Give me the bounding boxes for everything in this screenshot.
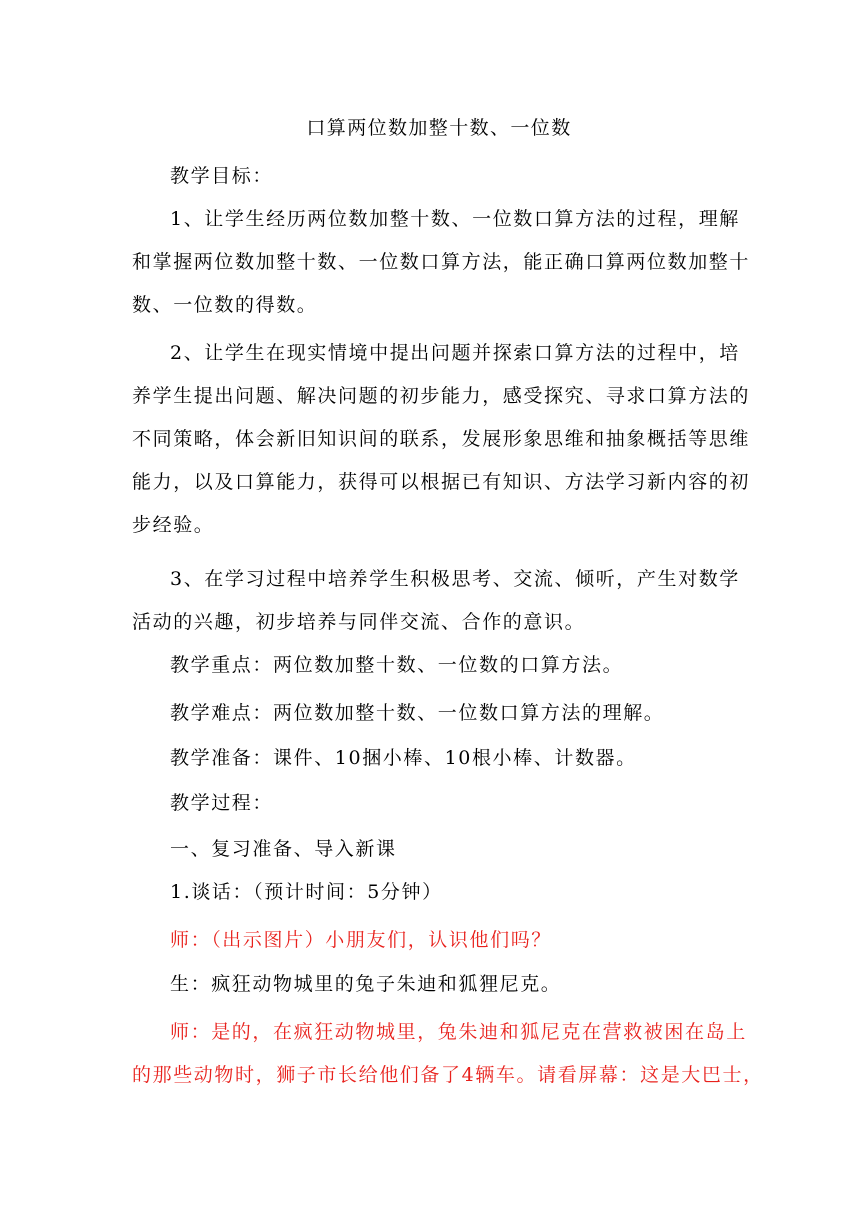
process-heading: 教学过程： [170, 792, 274, 814]
objective-1-line-1: 1、让学生经历两位数加整十数、一位数口算方法的过程，理解 [170, 208, 740, 230]
step-1: 1.谈话：（预计时间：5分钟） [170, 881, 443, 903]
section-1-heading: 一、复习准备、导入新课 [170, 838, 397, 860]
objective-1-line-3: 数、一位数的得数。 [132, 294, 318, 316]
objective-2-line-1: 2、让学生在现实情境中提出问题并探索口算方法的过程中，培 [170, 342, 740, 364]
objective-2-line-2: 养学生提出问题、解决问题的初步能力，感受探究、寻求口算方法的 [132, 385, 751, 407]
preparation: 教学准备：课件、10捆小棒、10根小棒、计数器。 [170, 747, 637, 769]
objective-2-line-5: 步经验。 [132, 514, 215, 536]
teacher-line-1: 师：（出示图片）小朋友们，认识他们吗？ [170, 929, 552, 951]
objective-2-line-3: 不同策略，体会新旧知识间的联系，发展形象思维和抽象概括等思维 [132, 428, 751, 450]
teacher-line-2b: 的那些动物时，狮子市长给他们备了4辆车。请看屏幕：这是大巴士， [132, 1064, 764, 1086]
key-point: 教学重点：两位数加整十数、一位数的口算方法。 [170, 654, 624, 676]
teacher-line-2a: 师：是的，在疯狂动物城里，兔朱迪和狐尼克在营救被困在岛上 [170, 1021, 747, 1043]
document-title: 口算两位数加整十数、一位数 [306, 117, 572, 139]
objective-3-line-2: 活动的兴趣，初步培养与同伴交流、合作的意识。 [132, 611, 586, 633]
difficulty: 教学难点：两位数加整十数、一位数口算方法的理解。 [170, 702, 665, 724]
objective-3-line-1: 3、在学习过程中培养学生积极思考、交流、倾听，产生对数学 [170, 568, 740, 590]
objective-1-line-2: 和掌握两位数加整十数、一位数口算方法，能正确口算两位数加整十 [132, 251, 751, 273]
student-line-1: 生：疯狂动物城里的兔子朱迪和狐狸尼克。 [170, 973, 562, 995]
objective-2-line-4: 能力，以及口算能力，获得可以根据已有知识、方法学习新内容的初 [132, 471, 751, 493]
objectives-heading: 教学目标： [170, 165, 274, 187]
